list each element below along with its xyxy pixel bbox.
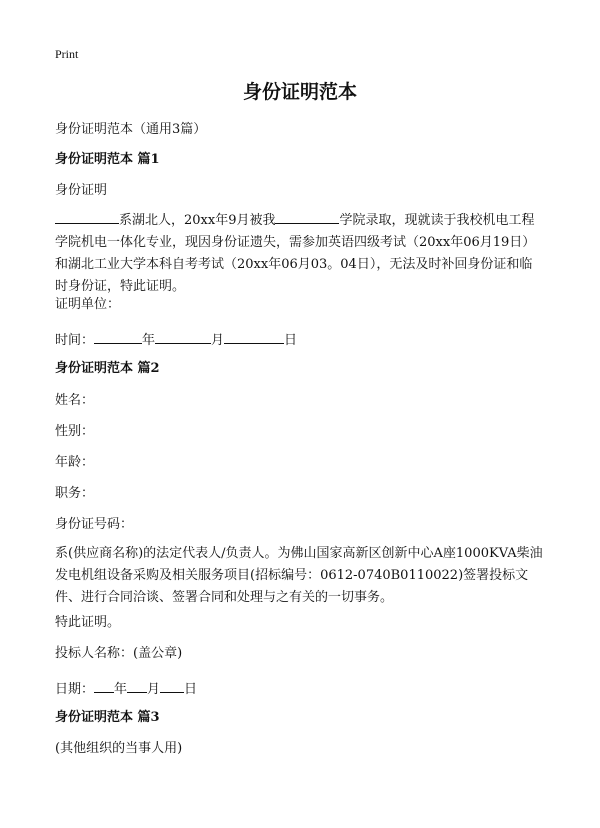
bidder-label: 投标人名称：(盖公章)	[55, 646, 183, 661]
section1-time-line	[55, 330, 297, 348]
name-label: 姓名：	[55, 393, 95, 408]
print-label[interactable]: Print	[55, 47, 79, 61]
date-day-label: 日	[184, 682, 198, 697]
section2-date-line	[55, 679, 197, 697]
month-label: 月	[211, 333, 225, 348]
section1-label: 身份证明	[55, 183, 108, 198]
section1-body	[55, 210, 545, 298]
page-title: 身份证明范本	[242, 81, 357, 103]
section1-body-part1: 系湖北人，20xx年9月被我	[119, 213, 276, 228]
date-month-label: 月	[147, 682, 161, 697]
section1-body-part2: 学院录取，现就读于我校机电工程学院机电一体化专业，现因身份证遗失，需参加英语四级考试（20xx年06月19日）和湖北工业大学本科自考考试（20xx年06月03。04日），无法及时补回身份证和临时身份证，特此证明。	[55, 213, 536, 294]
day-label: 日	[284, 333, 298, 348]
date-label: 日期：	[55, 682, 95, 697]
subtitle: 身份证明范本（通用3篇）	[55, 122, 207, 137]
date-year-label: 年	[114, 682, 128, 697]
section3-heading: 身份证明范本 篇3	[55, 710, 160, 725]
certify-text: 特此证明。	[55, 615, 121, 630]
month-blank	[155, 330, 211, 344]
date-month-blank	[127, 679, 147, 693]
section2-heading: 身份证明范本 篇2	[55, 361, 160, 376]
id-number-label: 身份证号码：	[55, 517, 134, 532]
section1-heading: 身份证明范本 篇1	[55, 152, 160, 167]
position-label: 职务：	[55, 486, 95, 501]
name-blank	[55, 210, 119, 224]
age-label: 年龄：	[55, 455, 95, 470]
section3-note: (其他组织的当事人用)	[55, 741, 183, 756]
time-label: 时间：	[55, 333, 95, 348]
unit-label: 证明单位：	[55, 297, 121, 312]
section2-body: 系(供应商名称)的法定代表人/负责人。为佛山国家高新区创新中心A座1000KVA柴油发电机组设备采购及相关服务项目(招标编号：0612-0740B0110022)签署投标文件、进行合同洽谈、签署合同和处理与之有关的一切事务。	[55, 546, 543, 605]
date-year-blank	[94, 679, 114, 693]
year-blank	[94, 330, 142, 344]
gender-label: 性别：	[55, 424, 95, 439]
school-blank	[275, 210, 339, 224]
date-day-blank	[160, 679, 184, 693]
year-label: 年	[142, 333, 156, 348]
day-blank	[224, 330, 284, 344]
